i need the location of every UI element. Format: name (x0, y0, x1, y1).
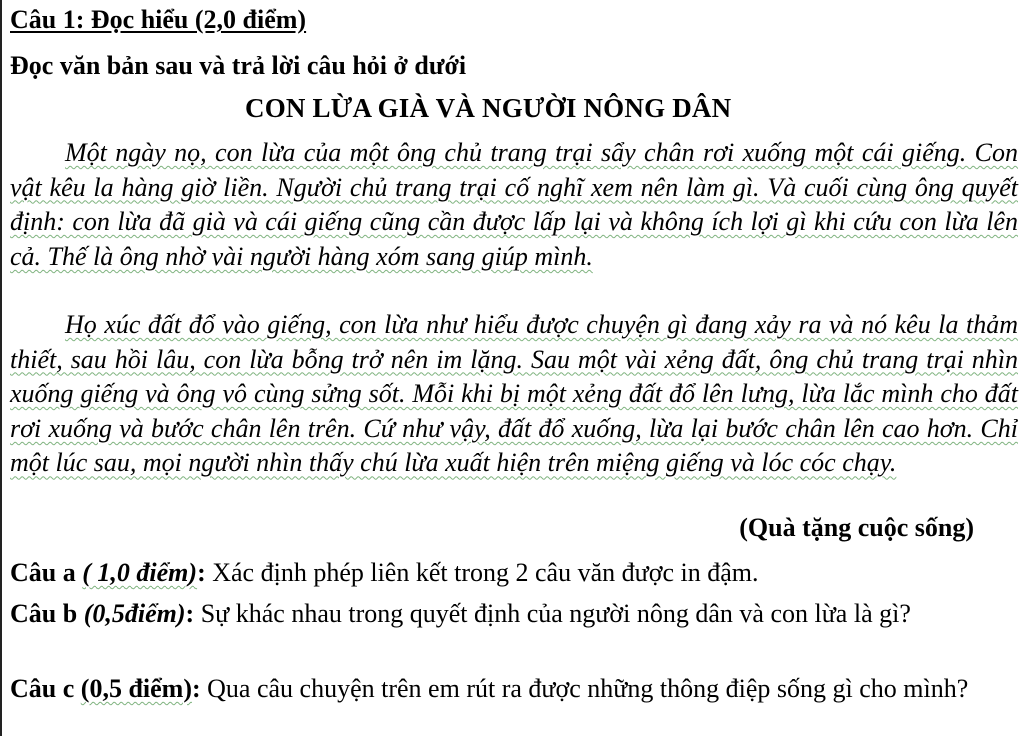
question-c-points: (0,5 điểm) (80, 674, 192, 703)
question-b-label: Câu b (10, 599, 78, 628)
question-c (10, 672, 1018, 706)
question-1-heading: Câu 1: Đọc hiểu (2,0 điểm) (10, 5, 307, 34)
question-a (10, 556, 1018, 590)
question-a-text: Xác định phép liên kết trong 2 câu văn được in đậm. (205, 558, 759, 587)
question-b-text: Sự khác nhau trong quyết định của người nông dân và con lừa là gì? (194, 599, 911, 628)
story-title: CON LỪA GIÀ VÀ NGƯỜI NÔNG DÂN (245, 93, 732, 123)
question-c-text: Qua câu chuyện trên em rút ra được những thông điệp sống gì cho mình? (200, 674, 969, 703)
question-a-label: Câu a (10, 558, 76, 587)
reading-instruction: Đọc văn bản sau và trả lời câu hỏi ở dưới (10, 51, 467, 80)
story-paragraph-1: Một ngày nọ, con lừa của một ông chủ trang trại sẩy chân rơi xuống một cái giếng. Con vật kêu la hàng giờ liền. Người chủ trang trại cố nghĩ xem nên làm gì. Và cuối cùng ông quyết định: con lừa đã già và cái giếng cũng cần được lấp lại và không ích lợi gì khi cứu con lừa lên cả. Thế là ông nhờ vài người hàng xóm sang giúp mình. (10, 138, 1018, 271)
question-b-colon: : (185, 599, 195, 628)
story-paragraph-2: Họ xúc đất đổ vào giếng, con lừa như hiểu được chuyện gì đang xảy ra và nó kêu la thảm thiết, sau hồi lâu, con lừa bỗng trở nên im lặng. Sau một vài xẻng đất, ông chủ trang trại nhìn xuống giếng và ông vô cùng sửng sốt. Mỗi khi bị một xẻng đất đổ lên lưng, lừa lắc mình cho đất rơi xuống và bước chân lên trên. Cứ như vậy, đất đổ xuống, lừa lại bước chân lên cao hơn. Chỉ một lúc sau, mọi người nhìn thấy chú lừa xuất hiện trên miệng giếng và lóc cóc chạy. (10, 310, 1018, 478)
question-c-colon: : (191, 674, 201, 703)
question-a-colon: : (197, 558, 206, 587)
question-b-points: (0,5điểm) (83, 599, 186, 628)
question-a-points: ( 1,0 điểm) (82, 558, 198, 587)
story-source: (Quà tặng cuộc sống) (739, 513, 974, 542)
question-b (10, 597, 1018, 631)
question-c-label: Câu c (10, 674, 75, 703)
